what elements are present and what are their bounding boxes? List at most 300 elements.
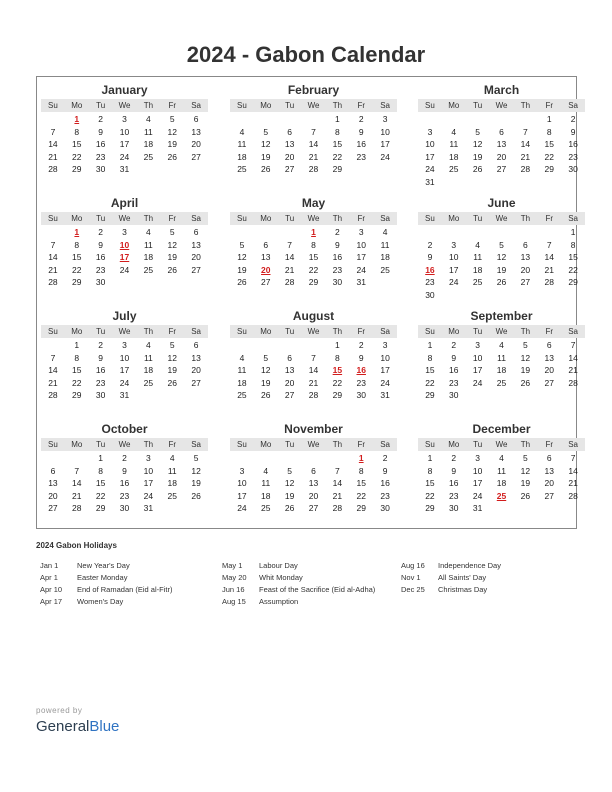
day-cell[interactable]: 24	[425, 164, 435, 174]
day-cell[interactable]: 13	[191, 126, 201, 137]
day-cell[interactable]: 21	[48, 377, 58, 388]
day-cell[interactable]: 6	[499, 126, 504, 137]
day-cell[interactable]: 29	[425, 503, 435, 513]
day-cell[interactable]: 22	[72, 264, 82, 275]
day-cell[interactable]: 24	[237, 503, 247, 513]
day-cell[interactable]: 16	[95, 252, 106, 262]
day-cell[interactable]: 18	[496, 365, 507, 375]
day-cell[interactable]: 3	[475, 453, 481, 463]
day-cell[interactable]: 12	[167, 352, 177, 363]
day-cell[interactable]: 26	[167, 377, 177, 388]
day-cell[interactable]: 9	[451, 352, 457, 363]
day-cell[interactable]: 21	[48, 151, 58, 162]
day-cell[interactable]: 3	[451, 239, 457, 250]
day-cell[interactable]: 24	[356, 264, 366, 275]
day-cell[interactable]: 31	[119, 390, 130, 400]
day-cell[interactable]: 28	[284, 277, 295, 287]
day-cell[interactable]: 13	[284, 139, 295, 149]
day-cell[interactable]: 25	[143, 151, 154, 162]
day-cell[interactable]: 10	[119, 239, 130, 250]
day-cell[interactable]: 13	[261, 252, 271, 262]
day-cell[interactable]: 15	[425, 478, 435, 488]
day-cell[interactable]: 14	[308, 139, 319, 149]
day-cell[interactable]: 2	[382, 453, 388, 463]
day-cell[interactable]: 19	[520, 478, 531, 488]
day-cell[interactable]: 19	[167, 252, 177, 262]
day-cell[interactable]: 5	[499, 239, 504, 250]
day-cell[interactable]: 6	[546, 340, 552, 350]
day-cell[interactable]: 12	[261, 365, 271, 375]
day-cell[interactable]: 11	[143, 126, 153, 137]
day-cell[interactable]: 26	[284, 503, 295, 513]
day-cell[interactable]: 17	[119, 252, 130, 262]
day-cell[interactable]: 30	[95, 164, 106, 174]
day-cell[interactable]: 19	[237, 264, 247, 275]
day-cell[interactable]: 18	[380, 252, 390, 262]
day-cell[interactable]: 27	[308, 503, 319, 513]
day-cell[interactable]: 22	[332, 151, 343, 162]
day-cell[interactable]: 20	[191, 139, 201, 149]
day-cell[interactable]: 27	[544, 490, 554, 501]
day-cell[interactable]: 27	[284, 390, 295, 400]
day-cell[interactable]: 18	[143, 252, 154, 262]
day-cell[interactable]: 28	[48, 277, 58, 287]
day-cell[interactable]: 5	[523, 453, 528, 463]
day-cell[interactable]: 17	[449, 264, 459, 275]
day-cell[interactable]: 7	[570, 340, 576, 350]
day-cell[interactable]: 30	[449, 390, 459, 400]
day-cell[interactable]: 25	[237, 164, 247, 174]
day-cell[interactable]: 12	[520, 465, 531, 476]
day-cell[interactable]: 11	[497, 465, 506, 476]
day-cell[interactable]: 27	[520, 277, 531, 287]
day-cell[interactable]: 24	[449, 277, 459, 287]
day-cell[interactable]: 8	[98, 465, 104, 476]
day-cell[interactable]: 16	[95, 139, 106, 149]
day-cell[interactable]: 24	[380, 151, 390, 162]
day-cell[interactable]: 25	[261, 503, 271, 513]
day-cell[interactable]: 19	[496, 264, 507, 275]
day-cell[interactable]: 10	[472, 352, 483, 363]
day-cell[interactable]: 28	[72, 503, 82, 513]
day-cell[interactable]: 23	[95, 151, 106, 162]
day-cell[interactable]: 14	[72, 478, 82, 488]
day-cell[interactable]: 15	[72, 365, 82, 375]
day-cell[interactable]: 25	[449, 164, 459, 174]
day-cell[interactable]: 4	[239, 352, 245, 363]
day-cell[interactable]: 25	[472, 277, 483, 287]
day-cell[interactable]: 26	[167, 264, 177, 275]
day-cell[interactable]: 20	[284, 377, 295, 388]
day-cell[interactable]: 2	[98, 114, 104, 124]
day-cell[interactable]: 29	[72, 277, 82, 287]
day-cell[interactable]: 28	[520, 164, 531, 174]
brand-logo[interactable]	[36, 718, 119, 735]
day-cell[interactable]: 11	[143, 352, 153, 363]
day-cell[interactable]: 6	[311, 465, 316, 476]
day-cell[interactable]: 25	[237, 390, 247, 400]
day-cell[interactable]: 13	[191, 239, 201, 250]
day-cell[interactable]: 4	[382, 227, 388, 237]
day-cell[interactable]: 17	[143, 478, 154, 488]
day-cell[interactable]: 23	[449, 490, 459, 501]
day-cell[interactable]: 5	[475, 126, 481, 137]
day-cell[interactable]: 15	[568, 252, 578, 262]
day-cell[interactable]: 19	[167, 139, 177, 149]
day-cell[interactable]: 13	[191, 352, 201, 363]
day-cell[interactable]: 14	[48, 139, 58, 149]
day-cell[interactable]: 24	[472, 490, 483, 501]
day-cell[interactable]: 1	[74, 340, 80, 350]
day-cell[interactable]: 12	[472, 139, 483, 149]
day-cell[interactable]: 8	[546, 126, 552, 137]
day-cell[interactable]: 13	[284, 365, 295, 375]
day-cell[interactable]: 29	[568, 277, 578, 287]
day-cell[interactable]: 4	[239, 126, 245, 137]
day-cell[interactable]: 6	[287, 352, 293, 363]
day-cell[interactable]: 11	[143, 239, 153, 250]
day-cell[interactable]: 4	[499, 340, 504, 350]
day-cell[interactable]: 17	[380, 139, 390, 149]
day-cell[interactable]: 30	[95, 390, 106, 400]
day-cell[interactable]: 8	[427, 465, 433, 476]
day-cell[interactable]: 5	[263, 352, 269, 363]
day-cell[interactable]: 21	[568, 478, 578, 488]
day-cell[interactable]: 1	[74, 114, 80, 124]
day-cell[interactable]: 31	[119, 164, 130, 174]
day-cell[interactable]: 29	[308, 277, 319, 287]
day-cell[interactable]: 1	[546, 114, 552, 124]
day-cell[interactable]: 13	[544, 465, 554, 476]
day-cell[interactable]: 14	[332, 478, 343, 488]
day-cell[interactable]: 31	[380, 390, 390, 400]
day-cell[interactable]: 22	[544, 151, 554, 162]
day-cell[interactable]: 20	[48, 490, 58, 501]
day-cell[interactable]: 22	[308, 264, 319, 275]
day-cell[interactable]: 7	[570, 453, 576, 463]
day-cell[interactable]: 4	[146, 340, 151, 350]
day-cell[interactable]: 11	[380, 239, 390, 250]
day-cell[interactable]: 21	[544, 264, 554, 275]
day-cell[interactable]: 27	[284, 164, 295, 174]
day-cell[interactable]: 25	[167, 490, 177, 501]
day-cell[interactable]: 19	[284, 490, 295, 501]
day-cell[interactable]: 18	[167, 478, 177, 488]
day-cell[interactable]: 28	[48, 390, 58, 400]
day-cell[interactable]: 2	[358, 340, 364, 350]
day-cell[interactable]: 12	[284, 478, 295, 488]
day-cell[interactable]: 2	[358, 114, 364, 124]
day-cell[interactable]: 6	[50, 465, 56, 476]
day-cell[interactable]: 7	[335, 465, 340, 476]
day-cell[interactable]: 10	[425, 139, 435, 149]
day-cell[interactable]: 18	[143, 365, 154, 375]
day-cell[interactable]: 9	[98, 239, 104, 250]
day-cell[interactable]: 19	[167, 365, 177, 375]
day-cell[interactable]: 30	[119, 503, 130, 513]
day-cell[interactable]: 22	[95, 490, 106, 501]
day-cell[interactable]: 31	[143, 503, 154, 513]
day-cell[interactable]: 14	[48, 365, 58, 375]
day-cell[interactable]: 15	[95, 478, 106, 488]
day-cell[interactable]: 19	[520, 365, 531, 375]
day-cell[interactable]: 30	[95, 277, 106, 287]
day-cell[interactable]: 1	[335, 114, 340, 124]
day-cell[interactable]: 14	[48, 252, 58, 262]
day-cell[interactable]: 10	[237, 478, 247, 488]
day-cell[interactable]: 12	[261, 139, 271, 149]
day-cell[interactable]: 8	[74, 352, 80, 363]
day-cell[interactable]: 18	[237, 377, 247, 388]
day-cell[interactable]: 20	[308, 490, 319, 501]
day-cell[interactable]: 20	[261, 264, 271, 275]
day-cell[interactable]: 3	[382, 114, 388, 124]
day-cell[interactable]: 23	[119, 490, 130, 501]
day-cell[interactable]: 12	[237, 252, 247, 262]
day-cell[interactable]: 18	[261, 490, 271, 501]
day-cell[interactable]: 20	[191, 365, 201, 375]
day-cell[interactable]: 3	[358, 227, 364, 237]
day-cell[interactable]: 4	[451, 126, 457, 137]
day-cell[interactable]: 11	[261, 478, 271, 488]
day-cell[interactable]: 11	[497, 352, 506, 363]
day-cell[interactable]: 22	[425, 377, 435, 388]
day-cell[interactable]: 20	[191, 252, 201, 262]
day-cell[interactable]: 23	[425, 277, 435, 287]
day-cell[interactable]: 16	[449, 365, 459, 375]
day-cell[interactable]: 13	[48, 478, 58, 488]
day-cell[interactable]: 19	[261, 151, 271, 162]
day-cell[interactable]: 17	[472, 478, 483, 488]
day-cell[interactable]: 21	[284, 264, 295, 275]
day-cell[interactable]: 8	[570, 239, 576, 250]
day-cell[interactable]: 23	[356, 377, 366, 388]
day-cell[interactable]: 9	[335, 239, 340, 250]
day-cell[interactable]: 5	[169, 114, 175, 124]
day-cell[interactable]: 21	[308, 151, 319, 162]
day-cell[interactable]: 2	[98, 340, 104, 350]
day-cell[interactable]: 2	[122, 453, 127, 463]
day-cell[interactable]: 17	[119, 365, 130, 375]
day-cell[interactable]: 2	[427, 239, 433, 250]
day-cell[interactable]: 30	[425, 289, 435, 300]
day-cell[interactable]: 11	[449, 139, 459, 149]
day-cell[interactable]: 9	[98, 352, 104, 363]
day-cell[interactable]: 25	[143, 264, 154, 275]
day-cell[interactable]: 8	[427, 352, 433, 363]
day-cell[interactable]: 7	[50, 239, 56, 250]
day-cell[interactable]: 23	[380, 490, 390, 501]
day-cell[interactable]: 30	[568, 164, 578, 174]
day-cell[interactable]: 13	[520, 252, 531, 262]
day-cell[interactable]: 22	[72, 377, 82, 388]
day-cell[interactable]: 28	[308, 390, 319, 400]
day-cell[interactable]: 10	[472, 465, 483, 476]
day-cell[interactable]: 9	[122, 465, 127, 476]
day-cell[interactable]: 2	[335, 227, 340, 237]
day-cell[interactable]: 23	[449, 377, 459, 388]
day-cell[interactable]: 30	[356, 390, 366, 400]
day-cell[interactable]: 27	[496, 164, 507, 174]
day-cell[interactable]: 17	[119, 139, 130, 149]
day-cell[interactable]: 16	[356, 139, 366, 149]
day-cell[interactable]: 8	[311, 239, 316, 250]
day-cell[interactable]: 26	[261, 164, 271, 174]
day-cell[interactable]: 22	[568, 264, 578, 275]
day-cell[interactable]: 12	[520, 352, 531, 363]
day-cell[interactable]: 20	[544, 478, 554, 488]
day-cell[interactable]: 8	[335, 126, 340, 137]
day-cell[interactable]: 16	[380, 478, 390, 488]
day-cell[interactable]: 13	[308, 478, 319, 488]
day-cell[interactable]: 21	[48, 264, 58, 275]
day-cell[interactable]: 1	[427, 340, 433, 350]
day-cell[interactable]: 5	[263, 126, 269, 137]
day-cell[interactable]: 25	[143, 377, 154, 388]
day-cell[interactable]: 16	[95, 365, 106, 375]
day-cell[interactable]: 28	[332, 503, 343, 513]
day-cell[interactable]: 22	[425, 490, 435, 501]
day-cell[interactable]: 6	[193, 114, 199, 124]
day-cell[interactable]: 26	[496, 277, 507, 287]
day-cell[interactable]: 17	[380, 365, 390, 375]
day-cell[interactable]: 20	[496, 151, 507, 162]
day-cell[interactable]: 1	[98, 453, 104, 463]
day-cell[interactable]: 22	[72, 151, 82, 162]
day-cell[interactable]: 27	[191, 377, 201, 388]
day-cell[interactable]: 13	[544, 352, 554, 363]
day-cell[interactable]: 8	[358, 465, 364, 476]
day-cell[interactable]: 9	[358, 352, 364, 363]
day-cell[interactable]: 10	[143, 465, 154, 476]
day-cell[interactable]: 9	[427, 252, 433, 262]
day-cell[interactable]: 29	[425, 390, 435, 400]
day-cell[interactable]: 17	[356, 252, 366, 262]
day-cell[interactable]: 14	[568, 352, 578, 363]
day-cell[interactable]: 9	[570, 126, 576, 137]
day-cell[interactable]: 4	[169, 453, 175, 463]
day-cell[interactable]: 26	[261, 390, 271, 400]
day-cell[interactable]: 7	[546, 239, 552, 250]
day-cell[interactable]: 20	[520, 264, 531, 275]
day-cell[interactable]: 26	[520, 490, 531, 501]
day-cell[interactable]: 20	[284, 151, 295, 162]
day-cell[interactable]: 5	[287, 465, 293, 476]
day-cell[interactable]: 3	[382, 340, 388, 350]
day-cell[interactable]: 30	[332, 277, 343, 287]
day-cell[interactable]: 12	[496, 252, 507, 262]
day-cell[interactable]: 25	[496, 377, 507, 388]
day-cell[interactable]: 2	[570, 114, 576, 124]
day-cell[interactable]: 14	[284, 252, 295, 262]
day-cell[interactable]: 15	[332, 365, 343, 375]
day-cell[interactable]: 10	[449, 252, 459, 262]
day-cell[interactable]: 11	[473, 252, 483, 262]
day-cell[interactable]: 7	[523, 126, 528, 137]
day-cell[interactable]: 29	[72, 164, 82, 174]
day-cell[interactable]: 3	[122, 340, 127, 350]
day-cell[interactable]: 23	[356, 151, 366, 162]
day-cell[interactable]: 10	[356, 239, 366, 250]
day-cell[interactable]: 26	[520, 377, 531, 388]
day-cell[interactable]: 12	[167, 126, 177, 137]
day-cell[interactable]: 16	[449, 478, 459, 488]
day-cell[interactable]: 4	[263, 465, 269, 476]
day-cell[interactable]: 16	[425, 264, 435, 275]
day-cell[interactable]: 12	[191, 465, 201, 476]
day-cell[interactable]: 2	[98, 227, 104, 237]
day-cell[interactable]: 9	[358, 126, 364, 137]
day-cell[interactable]: 19	[472, 151, 483, 162]
day-cell[interactable]: 28	[308, 164, 319, 174]
day-cell[interactable]: 26	[237, 277, 247, 287]
day-cell[interactable]: 4	[499, 453, 504, 463]
day-cell[interactable]: 28	[48, 164, 58, 174]
day-cell[interactable]: 11	[237, 365, 247, 375]
day-cell[interactable]: 17	[425, 151, 435, 162]
day-cell[interactable]: 20	[544, 365, 554, 375]
day-cell[interactable]: 17	[237, 490, 247, 501]
day-cell[interactable]: 27	[48, 503, 58, 513]
day-cell[interactable]: 9	[382, 465, 388, 476]
day-cell[interactable]: 5	[193, 453, 199, 463]
day-cell[interactable]: 9	[98, 126, 104, 137]
day-cell[interactable]: 12	[167, 239, 177, 250]
day-cell[interactable]: 24	[143, 490, 154, 501]
day-cell[interactable]: 15	[308, 252, 319, 262]
day-cell[interactable]: 24	[380, 377, 390, 388]
day-cell[interactable]: 6	[193, 340, 199, 350]
day-cell[interactable]: 3	[146, 453, 151, 463]
day-cell[interactable]: 21	[520, 151, 531, 162]
day-cell[interactable]: 5	[239, 239, 245, 250]
day-cell[interactable]: 29	[544, 164, 554, 174]
day-cell[interactable]: 28	[568, 377, 578, 388]
day-cell[interactable]: 28	[544, 277, 554, 287]
day-cell[interactable]: 1	[358, 453, 364, 463]
day-cell[interactable]: 3	[427, 126, 433, 137]
day-cell[interactable]: 18	[472, 264, 483, 275]
day-cell[interactable]: 22	[356, 490, 366, 501]
day-cell[interactable]: 16	[568, 139, 578, 149]
day-cell[interactable]: 14	[568, 465, 578, 476]
day-cell[interactable]: 5	[169, 340, 175, 350]
day-cell[interactable]: 18	[496, 478, 507, 488]
day-cell[interactable]: 16	[356, 365, 366, 375]
day-cell[interactable]: 6	[263, 239, 269, 250]
day-cell[interactable]: 30	[449, 503, 459, 513]
day-cell[interactable]: 24	[472, 377, 483, 388]
day-cell[interactable]: 23	[332, 264, 343, 275]
day-cell[interactable]: 14	[544, 252, 554, 262]
day-cell[interactable]: 28	[568, 490, 578, 501]
day-cell[interactable]: 14	[308, 365, 319, 375]
day-cell[interactable]: 7	[74, 465, 80, 476]
day-cell[interactable]: 27	[191, 151, 201, 162]
day-cell[interactable]: 2	[451, 453, 457, 463]
day-cell[interactable]: 15	[425, 365, 435, 375]
day-cell[interactable]: 6	[523, 239, 528, 250]
day-cell[interactable]: 23	[95, 377, 106, 388]
day-cell[interactable]: 19	[191, 478, 201, 488]
day-cell[interactable]: 26	[191, 490, 201, 501]
day-cell[interactable]: 4	[146, 227, 151, 237]
day-cell[interactable]: 18	[449, 151, 459, 162]
day-cell[interactable]: 23	[568, 151, 578, 162]
day-cell[interactable]: 21	[332, 490, 343, 501]
day-cell[interactable]: 7	[50, 352, 56, 363]
day-cell[interactable]: 19	[261, 377, 271, 388]
